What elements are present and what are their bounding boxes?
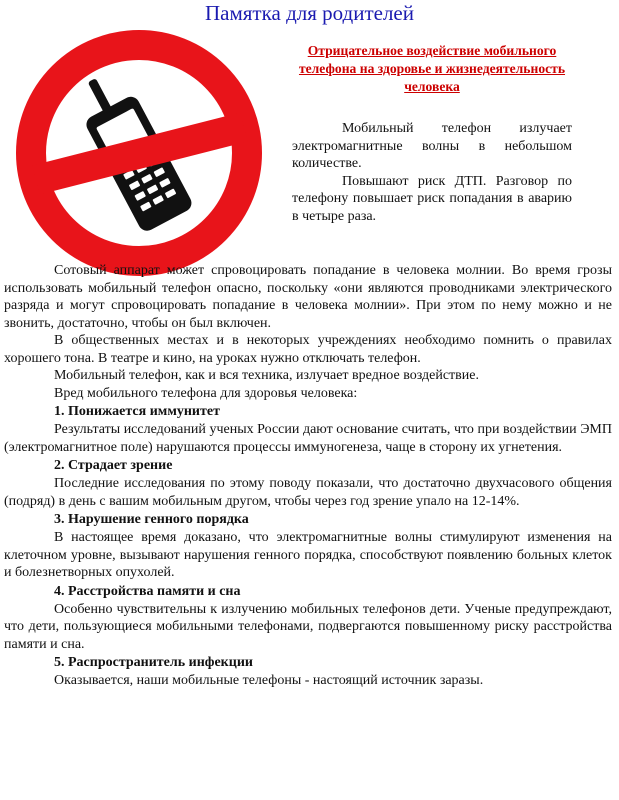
intro-paragraph: Мобильный телефон излучает электромагнитные волны в небольшом количестве. xyxy=(292,121,572,171)
section-heading: 3. Нарушение генного порядка xyxy=(54,512,249,527)
section-heading: 4. Расстройства памяти и сна xyxy=(54,583,241,599)
section-heading: 5. Распространитель инфекции xyxy=(54,655,253,670)
section-text: Особенно чувствительны к излучению мобильных телефонов дети. Ученые предупреждают, что дети, пользующиеся мобильными телефонами, подвергаются повышенному риску расстройства памяти и сна. xyxy=(4,601,612,652)
section-heading: 2. Страдает зрение xyxy=(54,458,173,473)
paragraph: Вред мобильного телефона для здоровья человека: xyxy=(54,385,358,401)
section-heading: 1. Понижается иммунитет xyxy=(54,404,220,419)
section-text: В настоящее время доказано, что электромагнитные волны стимулируют изменения на клеточном уровне, вызывают нарушения генного порядка, способствуют появлению больных клеток и болезнетворных опухолей. xyxy=(4,530,612,580)
section-text: Последние исследования по этому поводу показали, что достаточно двухчасового общения (подряд) в день с вашим мобильным другом, чтобы через год зрение упало на 12-14%. xyxy=(4,476,612,509)
paragraph: В общественных местах и в некоторых учреждениях необходимо помнить о правилах хорошего тона. В театре и кино, на уроках нужно отключать телефон. xyxy=(4,333,612,366)
intro-text xyxy=(292,120,572,225)
subtitle: Отрицательное воздействие мобильного телефона на здоровье и жизнедеятельность человека xyxy=(298,43,566,94)
no-mobile-phone-icon xyxy=(8,28,270,278)
page-title: Памятка для родителей xyxy=(205,1,414,25)
section-text: Оказывается, наши мобильные телефоны - настоящий источник заразы. xyxy=(54,673,484,688)
paragraph: Мобильный телефон, как и вся техника, излучает вредное воздействие. xyxy=(54,368,479,383)
intro-paragraph: Повышают риск ДТП. Разговор по телефону повышает риск попадания в аварию в четыре раза. xyxy=(292,173,572,224)
main-text xyxy=(4,262,612,690)
section-text: Результаты исследований ученых России дают основание считать, что при воздействии ЭМП (электромагнитное поле) нарушаются процессы иммуногенеза, чаще в сторону их угнетения. xyxy=(4,422,612,455)
paragraph: Сотовый аппарат может спровоцировать попадание в человека молнии. Во время грозы использовать мобильный телефон опасно, поскольку «они являются проводниками электрического разряда и могут спровоцировать попадание в человека молнии». При этом по нему можно и не звонить, достаточно, чтобы он был включен. xyxy=(4,263,612,331)
